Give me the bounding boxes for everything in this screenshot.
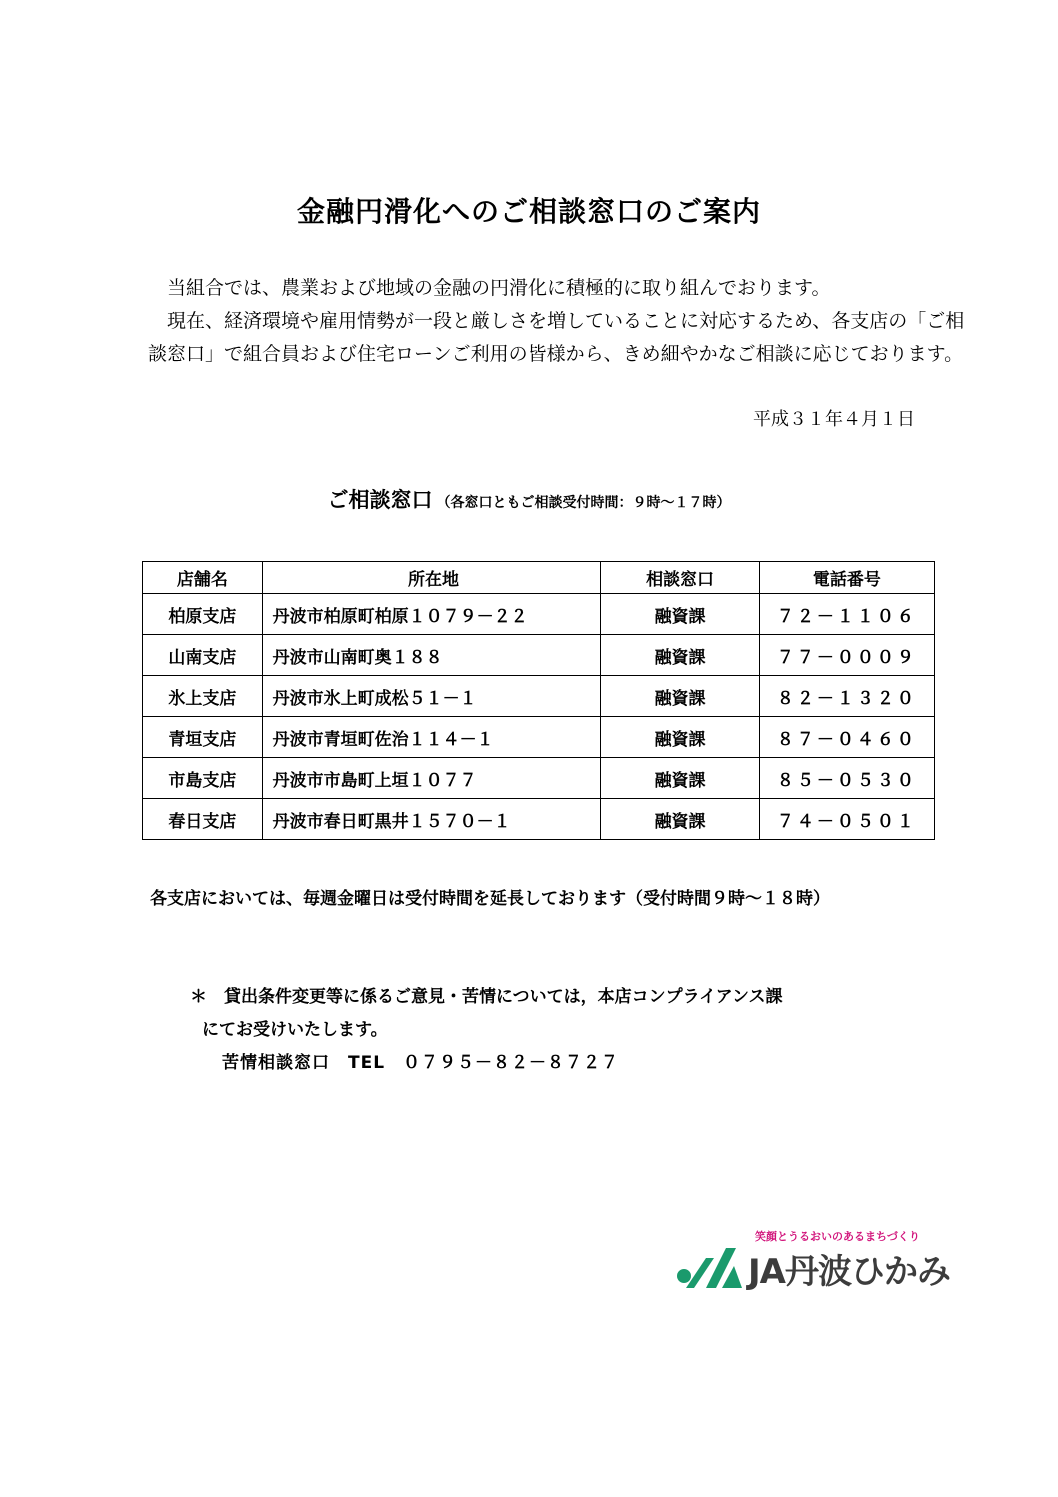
branch-name: 市島支店 [143, 758, 263, 799]
branch-phone: ８７－０４６０ [759, 717, 934, 758]
branch-address: 丹波市山南町奥１８８ [262, 635, 601, 676]
branch-table [142, 561, 935, 840]
intro-text [148, 272, 968, 371]
branch-address: 丹波市柏原町柏原１０７９－２２ [262, 594, 601, 635]
header-address: 所在地 [262, 562, 601, 594]
header-branch-name: 店舗名 [143, 562, 263, 594]
logo-tagline: 笑顔とうるおいのあるまちづくり [755, 1230, 920, 1243]
table-header-row [143, 562, 935, 594]
branch-address: 丹波市市島町上垣１０７７ [262, 758, 601, 799]
issue-date: 平成３１年４月１日 [753, 409, 915, 430]
branch-desk: 融資課 [601, 799, 759, 840]
complaint-line-2: にてお受けいたします。 [202, 1020, 388, 1040]
branch-desk: 融資課 [601, 594, 759, 635]
consult-heading-title: ご相談窓口 [327, 488, 433, 512]
branch-phone: ７２－１１０６ [759, 594, 934, 635]
branch-desk: 融資課 [601, 758, 759, 799]
header-desk: 相談窓口 [601, 562, 759, 594]
table-row [143, 635, 935, 676]
consult-heading [0, 484, 1058, 514]
branch-phone: ８２－１３２０ [759, 676, 934, 717]
branch-name: 山南支店 [143, 635, 263, 676]
ja-logo [676, 1226, 966, 1296]
table-row [143, 799, 935, 840]
branch-name: 氷上支店 [143, 676, 263, 717]
complaint-contact: 苦情相談窓口 TEL ０７９５－８２－８７２７ [222, 1053, 620, 1073]
table-row [143, 717, 935, 758]
table-row [143, 594, 935, 635]
branch-phone: ７７－０００９ [759, 635, 934, 676]
friday-hours-note: 各支店においては、毎週金曜日は受付時間を延長しております（受付時間９時～１８時） [150, 889, 830, 909]
branch-address: 丹波市氷上町成松５１－１ [262, 676, 601, 717]
branch-name: 春日支店 [143, 799, 263, 840]
logo-name: JA丹波ひかみ [748, 1252, 950, 1292]
complaint-line-1: ＊ 貸出条件変更等に係るご意見・苦情については，本店コンプライアンス課 [190, 987, 783, 1007]
header-phone: 電話番号 [759, 562, 934, 594]
intro-paragraph-2: 現在、経済環境や雇用情勢が一段と厳しさを増していることに対応するため、各支店の「ご相談窓口」で組合員および住宅ローンご利用の皆様から、きめ細やかなご相談に応じております。 [148, 310, 965, 365]
page-title: 金融円滑化へのご相談窓口のご案内 [296, 195, 761, 228]
branch-name: 柏原支店 [143, 594, 263, 635]
branch-address: 丹波市青垣町佐治１１４－１ [262, 717, 601, 758]
branch-desk: 融資課 [601, 635, 759, 676]
branch-name: 青垣支店 [143, 717, 263, 758]
intro-paragraph-1: 当組合では、農業および地域の金融の円滑化に積極的に取り組んでおります。 [167, 277, 831, 299]
branch-desk: 融資課 [601, 676, 759, 717]
table-row [143, 676, 935, 717]
branch-desk: 融資課 [601, 717, 759, 758]
branch-phone: ８５－０５３０ [759, 758, 934, 799]
complaint-section [190, 981, 782, 1080]
ja-mark-icon [676, 1244, 746, 1288]
table-row [143, 758, 935, 799]
branch-phone: ７４－０５０１ [759, 799, 934, 840]
branch-address: 丹波市春日町黒井１５７０－１ [262, 799, 601, 840]
consult-hours-note: （各窓口ともご相談受付時間：９時～１７時） [436, 495, 731, 511]
